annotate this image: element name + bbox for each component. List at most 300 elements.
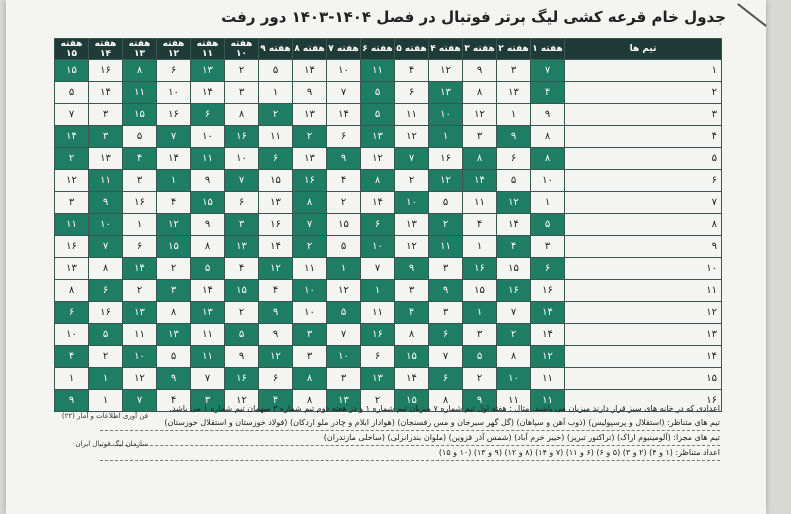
fixture-cell: ۴ [55,346,89,368]
team-number: ۱ [565,60,722,82]
fixture-cell: ۱۳ [123,302,157,324]
fixture-cell: ۱ [55,368,89,390]
fixture-cell: ۹ [497,126,531,148]
fixture-cell: ۷ [293,214,327,236]
fixture-cell: ۳ [225,214,259,236]
fixture-cell: ۱۳ [395,214,429,236]
week-header-6: هفته ۶ [361,39,395,60]
fixture-cell: ۱۳ [361,368,395,390]
fixture-cell: ۱۵ [225,280,259,302]
fixture-cell: ۱۶ [55,236,89,258]
fixture-cell: ۱۰ [293,280,327,302]
fixture-cell: ۱۳ [429,82,463,104]
fixture-cell: ۳ [55,192,89,214]
pen-icon [737,3,767,27]
fixture-cell: ۹ [191,214,225,236]
fixture-cell: ۱۶ [225,368,259,390]
fixture-cell: ۱۴ [191,280,225,302]
fixture-cell: ۹ [191,170,225,192]
fixture-cell: ۲ [361,390,395,412]
week-header-10: هفته ۱۰ [225,39,259,60]
fixture-cell: ۹ [157,368,191,390]
fixture-cell: ۱۰ [361,236,395,258]
fixture-cell: ۴ [157,390,191,412]
fixture-cell: ۶ [327,126,361,148]
fixture-cell: ۱۴ [497,214,531,236]
fixture-cell: ۵ [225,324,259,346]
fixture-cell: ۱۲ [395,126,429,148]
team-number: ۶ [565,170,722,192]
fixture-cell: ۱۱ [361,302,395,324]
fixture-cell: ۳ [123,170,157,192]
fixture-cell: ۱۰ [55,324,89,346]
fixture-cell: ۶ [55,302,89,324]
fixture-cell: ۹ [327,148,361,170]
fixture-cell: ۹ [259,302,293,324]
fixture-cell: ۱۱ [89,170,123,192]
fixture-cell: ۶ [89,280,123,302]
fixture-cell: ۱۲ [55,170,89,192]
table-row [55,60,722,82]
fixture-cell: ۱۴ [89,82,123,104]
table-row [55,258,722,280]
fixture-cell: ۱۶ [463,258,497,280]
fixture-cell: ۱۵ [395,346,429,368]
fixture-cell: ۱ [361,280,395,302]
fixture-cell: ۸ [463,148,497,170]
table-row [55,148,722,170]
fixture-cell: ۸ [531,148,565,170]
fixture-cell: ۴ [497,236,531,258]
fixture-cell: ۱۰ [497,368,531,390]
team-number: ۱۵ [565,368,722,390]
fixture-cell: ۱۴ [293,60,327,82]
fixture-cell: ۸ [531,126,565,148]
fixture-cell: ۱۲ [225,390,259,412]
table-row [55,346,722,368]
fixture-cell: ۳ [157,280,191,302]
fixture-cell: ۸ [293,192,327,214]
fixture-cell: ۱۵ [395,390,429,412]
note-paired-teams: تیم های متناظر: (استقلال و پرسپولیس) (ذوب آهن و سپاهان) (گل گهر سیرجان و مس رفسنجان) (هوادار ایلام و چادر ملو اردکان) (فولاد خوزستان و استقلال خوزستان) [100,416,720,431]
fixture-cell: ۸ [89,258,123,280]
fixture-cell: ۲ [327,192,361,214]
fixture-cell: ۱ [89,368,123,390]
fixture-cell: ۵ [89,324,123,346]
week-header-14: هفته ۱۴ [89,39,123,60]
table-row [55,192,722,214]
fixture-cell: ۸ [429,390,463,412]
fixture-cell: ۳ [429,302,463,324]
fixture-cell: ۲ [395,170,429,192]
fixture-cell: ۱۳ [225,236,259,258]
fixture-cell: ۱۶ [361,324,395,346]
fixture-cell: ۶ [157,60,191,82]
fixture-cell: ۳ [531,236,565,258]
week-header-9: هفته ۹ [259,39,293,60]
fixture-cell: ۶ [497,148,531,170]
fixture-cell: ۱ [157,170,191,192]
team-number: ۸ [565,214,722,236]
fixture-cell: ۱۳ [327,390,361,412]
fixture-cell: ۳ [463,126,497,148]
fixture-cell: ۶ [395,82,429,104]
fixture-cell: ۵ [429,192,463,214]
fixture-cell: ۸ [293,368,327,390]
fixture-cell: ۱ [327,258,361,280]
fixture-cell: ۱۵ [123,104,157,126]
fixture-cell: ۹ [463,60,497,82]
fixture-cell: ۱ [497,104,531,126]
fixture-cell: ۱۰ [123,346,157,368]
fixture-cell: ۹ [395,258,429,280]
side-note-org: سازمان لیگ فوتبال ایران [75,440,148,448]
fixture-cell: ۶ [429,368,463,390]
week-header-13: هفته ۱۳ [123,39,157,60]
fixture-cell: ۱۴ [259,236,293,258]
team-number: ۳ [565,104,722,126]
fixture-cell: ۱۱ [361,60,395,82]
table-header-row [55,39,722,60]
fixture-cell: ۴ [395,302,429,324]
fixture-cell: ۷ [429,346,463,368]
team-number: ۲ [565,82,722,104]
fixture-cell: ۱۱ [429,236,463,258]
table-row [55,236,722,258]
fixture-cell: ۱۴ [531,324,565,346]
fixture-cell: ۹ [429,280,463,302]
fixture-cell: ۱۴ [191,82,225,104]
fixture-cell: ۱۲ [123,368,157,390]
fixture-cell: ۱۲ [429,170,463,192]
fixture-cell: ۵ [55,82,89,104]
fixture-cell: ۲ [293,236,327,258]
table-row [55,324,722,346]
fixture-cell: ۲ [293,126,327,148]
note-hosts: اعدادی که در خانه های سبز قرار دارند میزبان می باشند. مثال : هفته اول تیم شماره ۷ میزبان تیم شماره ۱ و در هفته دوم تیم شماره ۳ میهمان تیم شماره ۱ می باشد. [169,404,720,413]
fixture-cell: ۷ [395,148,429,170]
fixture-cell: ۱۴ [531,302,565,324]
fixture-cell: ۱۲ [259,346,293,368]
fixture-cell: ۲ [225,60,259,82]
fixture-cell: ۱ [463,302,497,324]
fixture-cell: ۱۶ [429,148,463,170]
fixture-cell: ۱۵ [497,258,531,280]
fixture-cell: ۱۵ [157,236,191,258]
fixture-cell: ۳ [429,258,463,280]
fixture-cell: ۱۰ [531,170,565,192]
fixture-cell: ۱۲ [361,148,395,170]
fixture-cell: ۱۰ [157,82,191,104]
fixture-cell: ۷ [327,324,361,346]
team-number: ۱۶ [565,390,722,412]
fixture-cell: ۵ [259,60,293,82]
fixture-cell: ۱۶ [89,60,123,82]
fixture-cell: ۱۶ [123,192,157,214]
fixture-cell: ۴ [327,170,361,192]
fixture-cell: ۶ [123,236,157,258]
fixture-cell: ۱۱ [191,346,225,368]
week-header-5: هفته ۵ [395,39,429,60]
fixture-cell: ۳ [463,324,497,346]
fixture-cell: ۱۰ [429,104,463,126]
fixture-cell: ۱۶ [293,170,327,192]
fixture-cell: ۱۱ [463,192,497,214]
fixture-cell: ۴ [259,280,293,302]
fixture-cell: ۱۶ [497,280,531,302]
fixture-cell: ۱۱ [259,126,293,148]
fixture-cell: ۶ [361,214,395,236]
fixture-cell: ۳ [293,346,327,368]
fixture-cell: ۵ [361,82,395,104]
fixture-cell: ۷ [361,258,395,280]
fixture-cell: ۲ [259,104,293,126]
table-row [55,170,722,192]
team-number: ۵ [565,148,722,170]
week-header-2: هفته ۲ [497,39,531,60]
week-header-3: هفته ۳ [463,39,497,60]
fixture-cell: ۱۳ [293,104,327,126]
fixture-cell: ۱ [429,126,463,148]
fixture-cell: ۸ [157,302,191,324]
fixture-cell: ۸ [293,390,327,412]
fixture-cell: ۳ [225,82,259,104]
fixture-cell: ۱ [123,214,157,236]
fixture-cell: ۹ [259,324,293,346]
fixture-cell: ۱۶ [89,302,123,324]
fixture-cell: ۴ [259,390,293,412]
fixture-cell: ۱۳ [293,148,327,170]
fixture-cell: ۱۳ [497,82,531,104]
fixture-cell: ۱۳ [89,148,123,170]
fixture-cell: ۸ [463,82,497,104]
week-header-4: هفته ۴ [429,39,463,60]
fixture-cell: ۸ [123,60,157,82]
fixture-cell: ۷ [327,82,361,104]
fixture-cell: ۲ [429,214,463,236]
fixture-cell: ۶ [531,258,565,280]
note-separate-teams: تیم های مجزا: (آلومینیوم اراک) (تراکتور تبریز) (خیبر خرم آباد) (شمس آذر قزوین) (ملوان بندرانزلی) (ساحلی مازندران) [100,431,720,446]
team-number: ۱۴ [565,346,722,368]
table-body [55,60,722,412]
team-number: ۱۳ [565,324,722,346]
fixture-cell: ۷ [191,368,225,390]
fixture-cell: ۹ [55,390,89,412]
fixture-cell: ۱۲ [157,214,191,236]
fixture-cell: ۱۴ [123,258,157,280]
week-header-1: هفته ۱ [531,39,565,60]
table-row [55,368,722,390]
fixture-cell: ۸ [361,170,395,192]
fixture-cell: ۳ [497,60,531,82]
week-header-15: هفته ۱۵ [55,39,89,60]
fixture-cell: ۷ [497,302,531,324]
fixture-cell: ۱ [89,390,123,412]
fixture-cell: ۳ [293,324,327,346]
fixture-cell: ۱۱ [191,324,225,346]
page-title: جدول خام قرعه کشی لیگ برتر فوتبال در فصل ۱۴۰۴-۱۴۰۳ دور رفت [221,8,726,26]
fixture-cell: ۷ [531,60,565,82]
fixture-cell: ۸ [55,280,89,302]
fixture-cell: ۳ [327,368,361,390]
fixture-cell: ۱۱ [191,148,225,170]
team-number: ۷ [565,192,722,214]
fixture-cell: ۲ [463,368,497,390]
fixture-cell: ۱۲ [497,192,531,214]
fixture-cell: ۱۵ [327,214,361,236]
fixture-cell: ۹ [225,346,259,368]
fixture-cell: ۱۲ [429,60,463,82]
fixture-cell: ۱۰ [191,126,225,148]
fixture-cell: ۹ [531,104,565,126]
fixture-cell: ۱۳ [191,60,225,82]
fixture-cell: ۶ [259,148,293,170]
table-row [55,126,722,148]
fixture-cell: ۶ [225,192,259,214]
fixture-cell: ۱۲ [395,236,429,258]
fixture-cell: ۱ [531,192,565,214]
fixture-cell: ۷ [89,236,123,258]
fixture-cell: ۳ [89,104,123,126]
fixture-cell: ۱۴ [327,104,361,126]
fixture-cell: ۳ [395,280,429,302]
fixture-cell: ۲ [123,280,157,302]
fixture-cell: ۱۱ [497,390,531,412]
table-row [55,280,722,302]
fixture-cell: ۲ [55,148,89,170]
team-number: ۱۰ [565,258,722,280]
fixture-cell: ۱۰ [89,214,123,236]
fixture-cell: ۵ [497,170,531,192]
table-row [55,302,722,324]
fixture-cell: ۲ [157,258,191,280]
fixture-cell: ۱۶ [531,280,565,302]
fixture-cell: ۱۳ [259,192,293,214]
table-row [55,82,722,104]
fixture-cell: ۷ [157,126,191,148]
note-paired-numbers: اعداد متناظر: (۱ و ۴) (۲ و ۳) (۵ و ۶) (۶ و ۱۱) (۷ و ۱۴) (۸ و ۱۲) (۹ و ۱۳) (۱۰ و ۱۵) [100,446,720,461]
fixture-cell: ۷ [123,390,157,412]
fixture-cell: ۵ [191,258,225,280]
table-row [55,104,722,126]
team-number: ۴ [565,126,722,148]
fixture-cell: ۴ [463,214,497,236]
fixture-cell: ۱۳ [55,258,89,280]
team-number: ۱۲ [565,302,722,324]
fixture-cell: ۵ [327,302,361,324]
fixture-cell: ۱۲ [327,280,361,302]
fixture-cell: ۴ [157,192,191,214]
fixture-cell: ۲ [89,346,123,368]
fixture-cell: ۱۱ [55,214,89,236]
fixture-cell: ۱۵ [55,60,89,82]
team-column-header: تیم ها [565,39,722,60]
fixture-cell: ۱۱ [293,258,327,280]
fixture-cell: ۱۶ [157,104,191,126]
fixture-cell: ۱۱ [395,104,429,126]
table-row [55,214,722,236]
fixture-cell: ۳ [89,126,123,148]
week-header-7: هفته ۷ [327,39,361,60]
fixture-cell: ۴ [531,82,565,104]
fixture-cell: ۱۴ [55,126,89,148]
fixture-cell: ۶ [429,324,463,346]
fixture-table [54,38,722,412]
fixture-cell: ۵ [463,346,497,368]
fixture-cell: ۱۰ [327,60,361,82]
fixture-cell: ۹ [89,192,123,214]
fixture-cell: ۱۳ [361,126,395,148]
fixture-cell: ۱۶ [225,126,259,148]
fixture-cell: ۱۴ [395,368,429,390]
fixture-cell: ۸ [191,236,225,258]
fixture-cell: ۱۱ [123,324,157,346]
fixture-cell: ۱ [463,236,497,258]
fixture-cell: ۱۰ [327,346,361,368]
fixture-cell: ۱۲ [463,104,497,126]
fixture-cell: ۵ [531,214,565,236]
team-number: ۹ [565,236,722,258]
fixture-cell: ۶ [361,346,395,368]
fixture-cell: ۱۵ [259,170,293,192]
fixture-cell: ۱۲ [531,346,565,368]
fixture-cell: ۱۳ [191,302,225,324]
fixture-cell: ۱۱ [123,82,157,104]
fixture-cell: ۵ [361,104,395,126]
fixture-cell: ۱۶ [259,214,293,236]
fixture-cell: ۱۱ [531,390,565,412]
notes [100,402,720,461]
fixture-cell: ۷ [55,104,89,126]
fixture-cell: ۶ [191,104,225,126]
fixture-cell: ۱۲ [259,258,293,280]
fixture-cell: ۱۵ [191,192,225,214]
fixture-cell: ۱۳ [157,324,191,346]
fixture-cell: ۵ [123,126,157,148]
fixture-cell: ۱۴ [463,170,497,192]
fixture-cell: ۲ [497,324,531,346]
document-page [6,0,766,514]
fixture-cell: ۸ [225,104,259,126]
fixture-cell: ۴ [225,258,259,280]
fixture-cell: ۷ [225,170,259,192]
team-number: ۱۱ [565,280,722,302]
week-header-8: هفته ۸ [293,39,327,60]
fixture-cell: ۵ [157,346,191,368]
fixture-cell: ۴ [395,60,429,82]
fixture-cell: ۱۴ [157,148,191,170]
fixture-cell: ۶ [259,368,293,390]
fixture-cell: ۱۰ [225,148,259,170]
fixture-cell: ۴ [123,148,157,170]
fixture-cell: ۱۴ [361,192,395,214]
fixture-cell: ۱ [259,82,293,104]
fixture-cell: ۹ [293,82,327,104]
week-header-12: هفته ۱۲ [157,39,191,60]
fixture-cell: ۸ [497,346,531,368]
week-header-11: هفته ۱۱ [191,39,225,60]
side-note-it: فن آوری اطلاعات و آمار (۲۲) [61,412,148,420]
fixture-cell: ۱۰ [293,302,327,324]
fixture-cell: ۸ [395,324,429,346]
fixture-cell: ۱۱ [531,368,565,390]
fixture-cell: ۲ [225,302,259,324]
fixture-cell: ۱۵ [463,280,497,302]
fixture-cell: ۱۰ [395,192,429,214]
fixture-cell: ۹ [463,390,497,412]
fixture-cell: ۵ [327,236,361,258]
fixture-cell: ۳ [191,390,225,412]
